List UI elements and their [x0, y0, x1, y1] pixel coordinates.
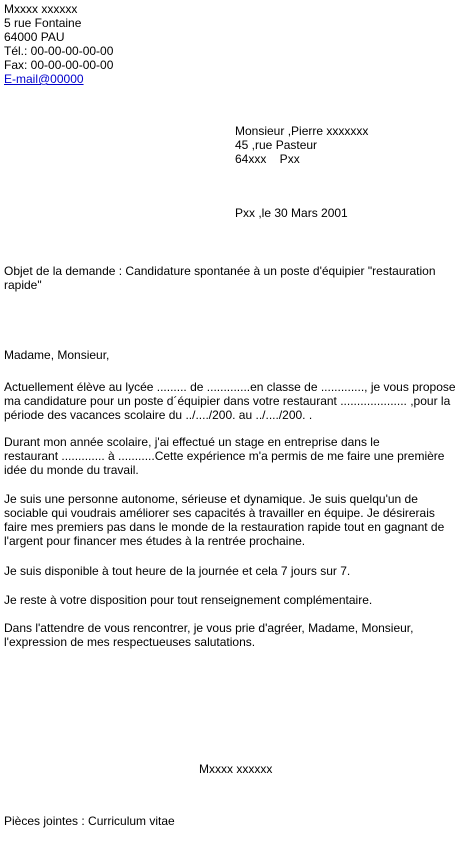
paragraph-line: Actuellement élève au lycée ......... de .............en classe de ............., je vous propose [4, 380, 456, 394]
recipient-block [235, 124, 368, 166]
subject-line: rapide" [4, 278, 42, 292]
signature: Mxxxx xxxxxx [199, 762, 273, 776]
paragraph-line: ma candidature pour un poste d´équipier dans votre restaurant .................... ,pour la [4, 394, 451, 408]
paragraph-disposition [4, 593, 470, 607]
sender-street: 5 rue Fontaine [4, 16, 82, 30]
paragraph-line: l'expression de mes respectueuses salutations. [4, 635, 256, 649]
sender-email-link[interactable]: E-mail@00000 [4, 72, 84, 86]
attachments: Pièces jointes : Curriculum vitae [4, 814, 175, 828]
recipient-name: Monsieur ,Pierre xxxxxxx [235, 124, 369, 138]
sender-fax: Fax: 00-00-00-00-00 [4, 58, 114, 72]
paragraph-closing [4, 621, 470, 649]
sender-city: 64000 PAU [4, 30, 65, 44]
sender-block [4, 2, 113, 86]
paragraph-line: Dans l'attendre de vous rencontrer, je vous prie d'agréer, Madame, Monsieur, [4, 621, 414, 635]
paragraph-experience [4, 435, 470, 477]
paragraph-line: période des vacances scolaire du ../..../200. au ../..../200. . [4, 408, 313, 422]
subject [4, 264, 470, 292]
paragraph-line: sociable qui voudrais améliorer ses capacités à travailler en équipe. Je désirerais [4, 506, 435, 520]
sender-name: Mxxxx xxxxxx [4, 2, 78, 16]
paragraph-line: Je suis disponible à tout heure de la journée et cela 7 jours sur 7. [4, 564, 351, 578]
paragraph-introduction [4, 380, 470, 422]
salutation: Madame, Monsieur, [4, 348, 110, 362]
paragraph-line: Je suis une personne autonome, sérieuse et dynamique. Je suis quelqu'un de [4, 492, 418, 506]
recipient-city: 64xxx Pxx [235, 152, 300, 166]
paragraph-line: restaurant ............. à ...........Cette expérience m'a permis de me faire une première [4, 449, 445, 463]
date-line: Pxx ,le 30 Mars 2001 [235, 206, 348, 220]
paragraph-line: Durant mon année scolaire, j'ai effectué un stage en entreprise dans le [4, 435, 380, 449]
subject-line: Objet de la demande : Candidature spontanée à un poste d'équipier "restauration [4, 264, 436, 278]
paragraph-qualities [4, 492, 470, 548]
sender-tel: Tél.: 00-00-00-00-00 [4, 44, 114, 58]
paragraph-line: l'argent pour financer mes études à la rentrée prochaine. [4, 534, 306, 548]
recipient-street: 45 ,rue Pasteur [235, 138, 318, 152]
paragraph-line: idée du monde du travail. [4, 463, 139, 477]
paragraph-line: Je reste à votre disposition pour tout renseignement complémentaire. [4, 593, 373, 607]
paragraph-line: faire mes premiers pas dans le monde de la restauration rapide tout en gagnant de [4, 520, 445, 534]
paragraph-availability [4, 564, 470, 578]
